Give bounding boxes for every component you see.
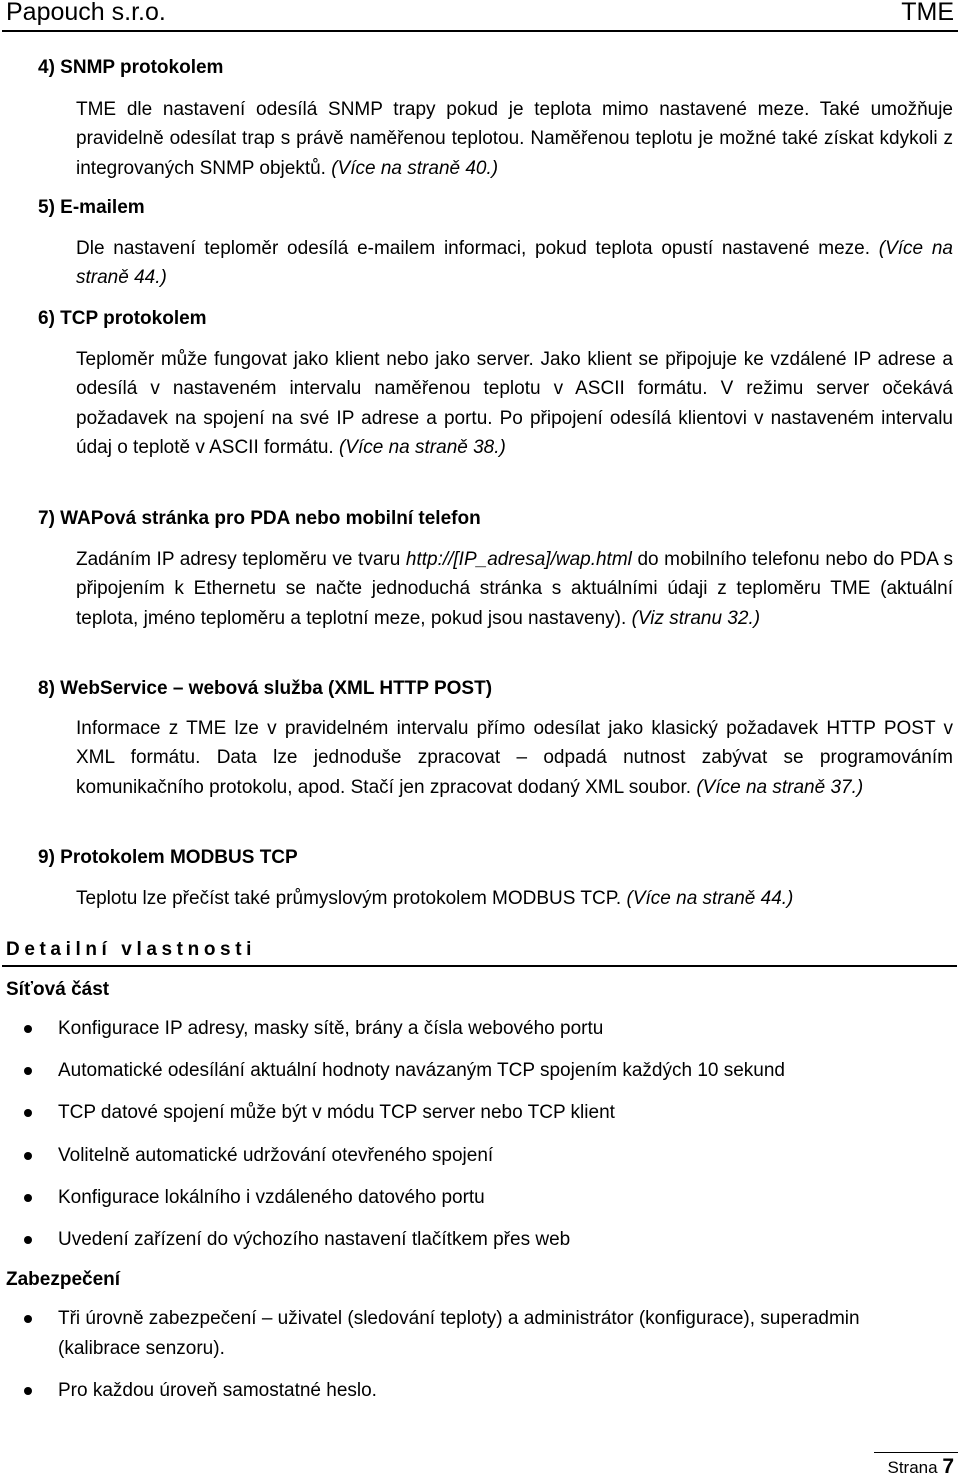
item-body: Dle nastavení teploměr odesílá e-mailem informaci, pokud teplota opustí nastavené meze. — [76, 238, 871, 259]
product-name: TME — [901, 0, 954, 26]
bullet-icon — [24, 1315, 32, 1323]
bullet-icon — [24, 1152, 32, 1160]
bullet-icon — [24, 1236, 32, 1244]
item-body: TME dle nastavení odesílá SNMP trapy pokud je teplota mimo nastavené meze. Také umožňuje pravidelně odesílat trap s právě naměřenou teplotou. Naměřenou teplotu je možné také získat kdykoli z integrovaných SNMP objektů. — [76, 99, 953, 179]
subheading-security: Zabezpečení — [6, 1269, 121, 1290]
bullet-icon — [24, 1109, 32, 1117]
item-text-tcp — [76, 345, 953, 462]
item-body: do mobilního telefonu nebo do PDA s připojením k Ethernetu se načte jednoduchá stránka s aktuálními údaji z teploměru TME (aktuální teplota, jméno teploměru a teplotní meze, pokud jsou nastaveny). — [76, 549, 953, 629]
item-text-wap — [76, 545, 953, 633]
page-reference: (Více na straně 40.) — [331, 157, 499, 179]
bullet-icon — [24, 1025, 32, 1033]
item-text-snmp — [76, 95, 953, 183]
list-item-text: Automatické odesílání aktuální hodnoty navázaným TCP spojením každých 10 sekund — [58, 1060, 786, 1081]
bullet-icon — [24, 1067, 32, 1075]
list-item-text: Pro každou úroveň samostatné heslo. — [58, 1380, 377, 1401]
list-item-text: TCP datové spojení může být v módu TCP server nebo TCP klient — [58, 1102, 615, 1123]
bullet-icon — [24, 1194, 32, 1202]
page-header — [0, 0, 960, 34]
list-item-text: Konfigurace lokálního i vzdáleného datového portu — [58, 1187, 485, 1208]
item-body: Teplotu lze přečíst také průmyslovým protokolem MODBUS TCP. — [76, 888, 622, 909]
section-title: Detailní vlastnosti — [6, 939, 256, 960]
footer-rule — [874, 1452, 958, 1453]
item-title-snmp: 4) SNMP protokolem — [38, 57, 224, 78]
item-body: Teploměr může fungovat jako klient nebo jako server. Jako klient se připojuje ke vzdálené IP adrese a odesílá v nastaveném intervalu naměřenou teplotu v ASCII formátu. V režimu server očekává požadavek na spojení na své IP adrese a portu. Po připojení odesílá klientovi v nastaveném intervalu údaj o teplotě v ASCII formátu. — [76, 349, 953, 458]
item-title-email: 5) E-mailem — [38, 197, 145, 218]
item-title-webservice: 8) WebService – webová služba (XML HTTP POST) — [38, 678, 493, 699]
item-text-webservice — [76, 714, 953, 802]
item-title-wap: 7) WAPová stránka pro PDA nebo mobilní telefon — [38, 508, 481, 529]
subheading-network: Síťová část — [6, 979, 110, 1000]
page-reference: (Více na straně 38.) — [338, 436, 506, 458]
item-title-modbus: 9) Protokolem MODBUS TCP — [38, 847, 298, 868]
page-label: Strana — [887, 1458, 938, 1477]
item-body-before: Zadáním IP adresy teploměru ve tvaru — [76, 549, 401, 570]
page-reference: (Viz stranu 32.) — [631, 607, 761, 629]
list-item-text: Uvedení zařízení do výchozího nastavení tlačítkem přes web — [58, 1229, 571, 1250]
wap-url: http://[IP_adresa]/wap.html — [405, 549, 632, 570]
page-footer — [887, 1455, 954, 1479]
company-name: Papouch s.r.o. — [6, 0, 166, 26]
bullet-icon — [24, 1387, 32, 1395]
page-reference: (Více na straně 44.) — [626, 888, 794, 909]
item-text-modbus — [76, 884, 953, 913]
item-text-email — [76, 234, 953, 293]
page-number: 7 — [942, 1455, 954, 1478]
list-item-text: Konfigurace IP adresy, masky sítě, brány a čísla webového portu — [58, 1018, 604, 1039]
page-reference: (Více na straně 37.) — [696, 776, 864, 798]
list-item-text: Tři úrovně zabezpečení – uživatel (sledování teploty) a administrátor (konfigurace), superadmin (kalibrace senzoru). — [58, 1308, 860, 1359]
item-title-tcp: 6) TCP protokolem — [38, 308, 207, 329]
list-item-text: Volitelně automatické udržování otevřeného spojení — [58, 1145, 494, 1166]
header-rule — [2, 30, 958, 32]
section-rule — [2, 965, 957, 967]
page-reference: (Více na straně 44.) — [76, 238, 953, 289]
item-body: Informace z TME lze v pravidelném intervalu přímo odesílat jako klasický požadavek HTTP POST v XML formátu. Data lze jednoduše zpracovat – odpadá nutnost zabývat se programováním komunikačního protokolu, apod. Stačí jen zpracovat dodaný XML soubor. — [76, 718, 953, 798]
